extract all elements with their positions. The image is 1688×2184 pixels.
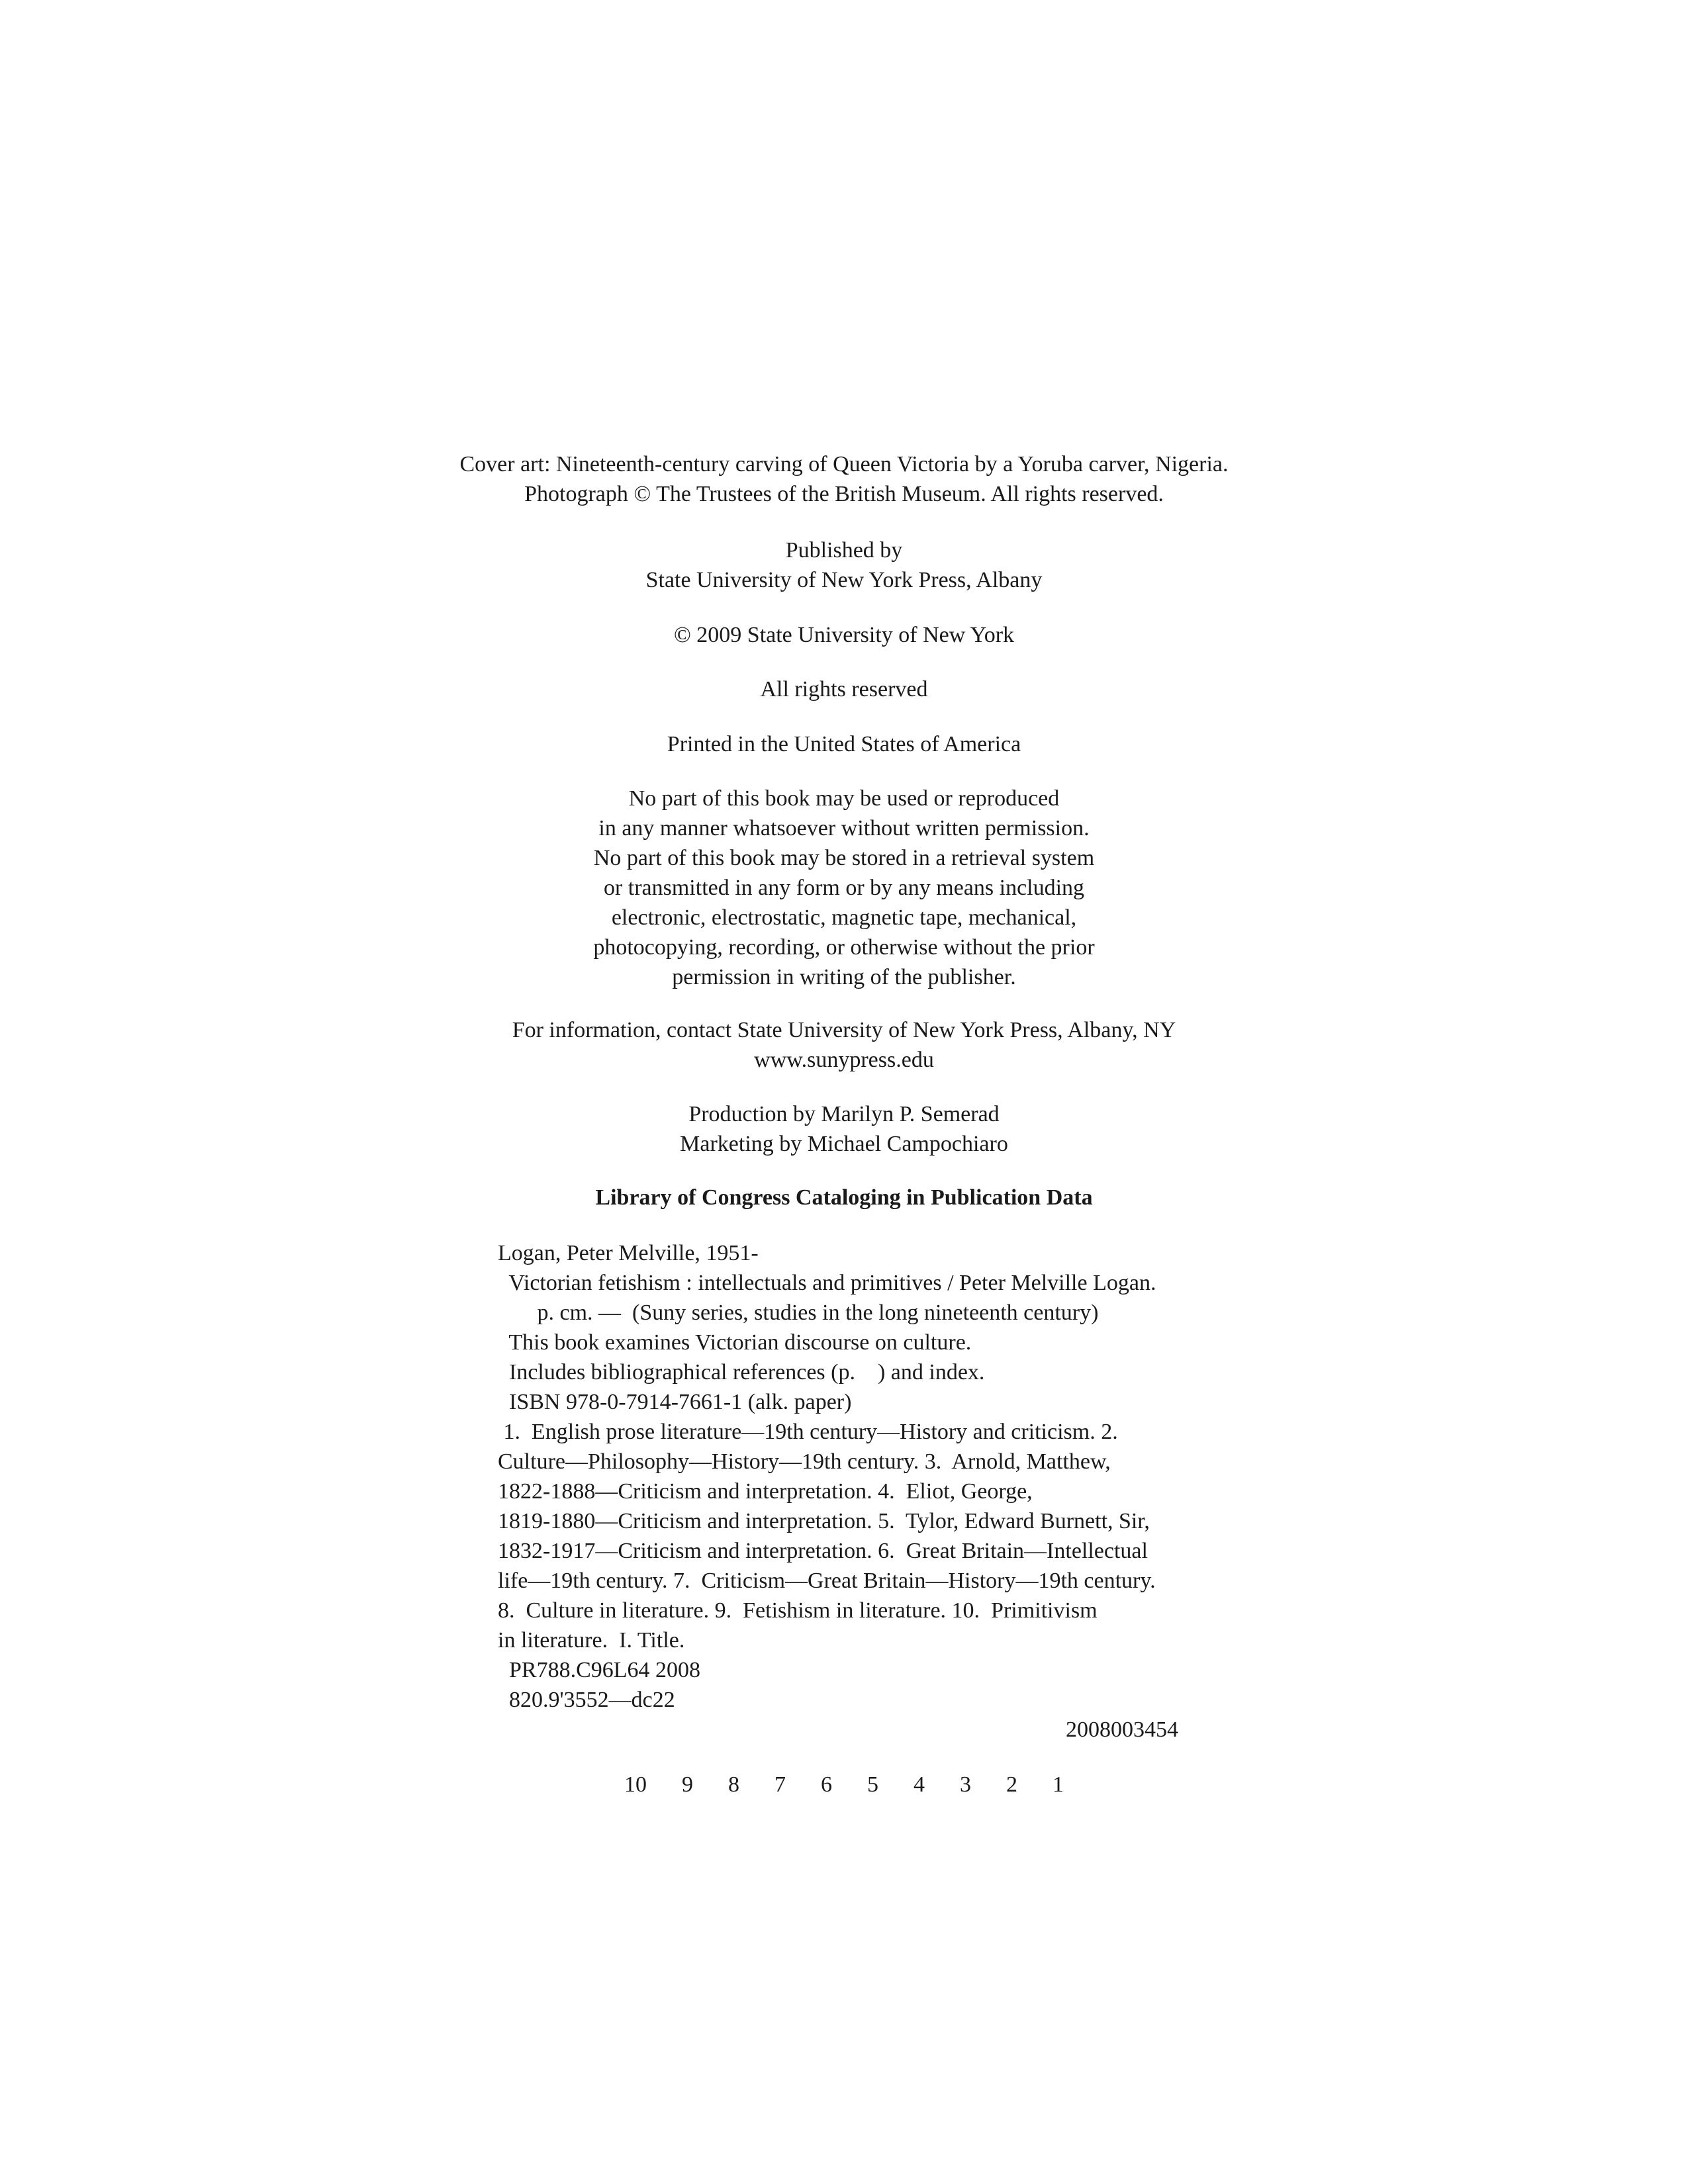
cip-line-2: Victorian fetishism : intellectuals and primitives / Peter Melville Logan.	[498, 1271, 1156, 1295]
production-credit: Production by Marilyn P. Semerad	[688, 1102, 1000, 1126]
permission-line-4: or transmitted in any form or by any means including	[603, 876, 1085, 900]
publisher-line-1: Published by	[785, 538, 903, 563]
printing-number-line: 10 9 8 7 6 5 4 3 2 1	[624, 1772, 1064, 1797]
cip-line-10: 1819-1880—Criticism and interpretation. 5. Tylor, Edward Burnett, Sir,	[498, 1509, 1150, 1533]
contact-line: For information, contact State University of New York Press, Albany, NY	[512, 1018, 1176, 1042]
permission-line-2: in any manner whatsoever without written permission.	[598, 816, 1090, 841]
cip-line-6: ISBN 978-0-7914-7661-1 (alk. paper)	[498, 1390, 852, 1414]
permission-line-7: permission in writing of the publisher.	[672, 965, 1016, 989]
publisher-line-2: State University of New York Press, Albany	[645, 568, 1043, 592]
cip-line-9: 1822-1888—Criticism and interpretation. 4. Eliot, George,	[498, 1479, 1033, 1504]
copyright-notice: © 2009 State University of New York	[673, 623, 1015, 647]
printed-in: Printed in the United States of America	[667, 732, 1021, 756]
permission-line-5: electronic, electrostatic, magnetic tape, mechanical,	[611, 905, 1077, 930]
marketing-credit: Marketing by Michael Campochiaro	[680, 1132, 1008, 1156]
cip-line-16: 820.9'3552—dc22	[498, 1688, 675, 1712]
cip-line-12: life—19th century. 7. Criticism—Great Britain—History—19th century.	[498, 1569, 1156, 1593]
cip-line-7: 1. English prose literature—19th century—History and criticism. 2.	[498, 1420, 1118, 1444]
cip-line-3: p. cm. — (Suny series, studies in the long nineteenth century)	[498, 1300, 1099, 1325]
cip-line-5: Includes bibliographical references (p. ) and index.	[498, 1360, 985, 1385]
cover-credit-line-1: Cover art: Nineteenth-century carving of Queen Victoria by a Yoruba carver, Nigeria.	[459, 452, 1229, 477]
cip-line-4: This book examines Victorian discourse on culture.	[498, 1330, 972, 1355]
rights-reserved: All rights reserved	[760, 677, 928, 702]
permission-line-1: No part of this book may be used or reproduced	[628, 786, 1060, 811]
cip-line-8: Culture—Philosophy—History—19th century. 3. Arnold, Matthew,	[498, 1449, 1111, 1474]
cip-line-1: Logan, Peter Melville, 1951-	[498, 1241, 759, 1265]
permission-line-3: No part of this book may be stored in a retrieval system	[593, 846, 1095, 870]
cip-heading: Library of Congress Cataloging in Publication Data	[595, 1185, 1093, 1210]
lccn-number: 2008003454	[1066, 1717, 1178, 1742]
cip-line-11: 1832-1917—Criticism and interpretation. 6. Great Britain—Intellectual	[498, 1539, 1148, 1563]
cip-line-14: in literature. I. Title.	[498, 1628, 685, 1653]
website-url: www.sunypress.edu	[754, 1048, 934, 1072]
cip-line-15: PR788.C96L64 2008	[498, 1658, 701, 1682]
cover-credit-line-2: Photograph © The Trustees of the British Museum. All rights reserved.	[524, 482, 1164, 506]
cip-line-13: 8. Culture in literature. 9. Fetishism in literature. 10. Primitivism	[498, 1598, 1098, 1623]
permission-line-6: photocopying, recording, or otherwise without the prior	[593, 935, 1095, 960]
